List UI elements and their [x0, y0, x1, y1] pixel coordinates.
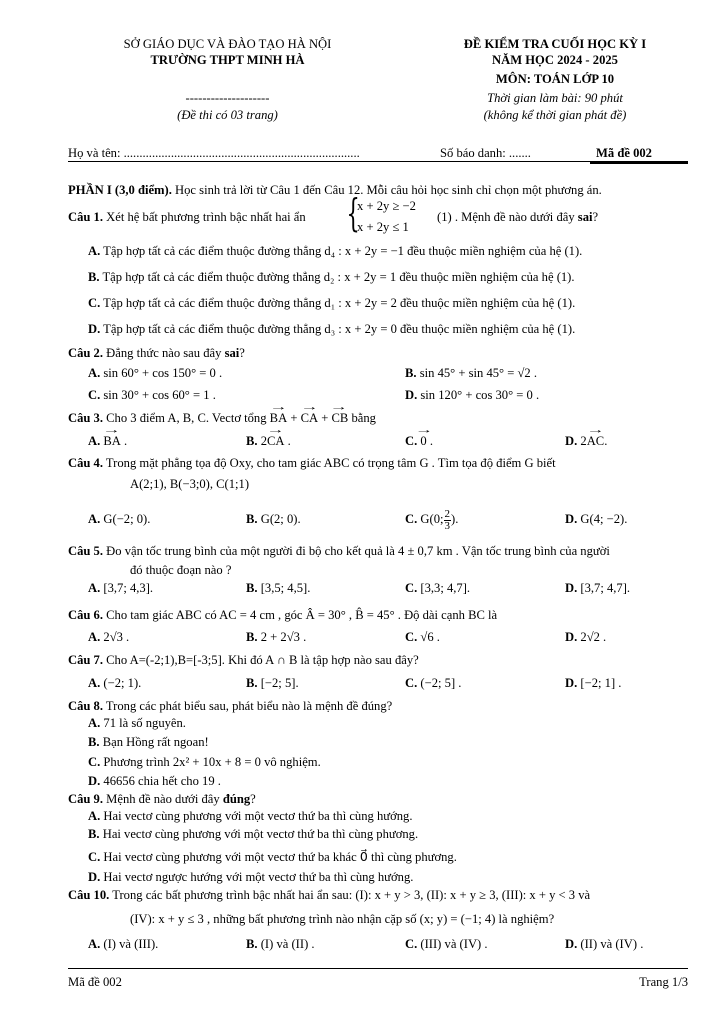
exam-code: Mã đề 002 [596, 146, 652, 160]
q8-option-c[interactable]: C. Phương trình 2x² + 10x + 8 = 0 vô nghiệm. [88, 755, 321, 769]
q4-option-c[interactable]: C. G(0; $\frac{2}{3}$ ). [405, 507, 459, 532]
question-9: Câu 9. Mệnh đề nào dưới đây đúng? [68, 792, 256, 806]
student-id-field: Số báo danh: ....... [440, 146, 531, 160]
q10-option-a[interactable]: A. (I) và (III). [88, 937, 159, 951]
q10-option-c[interactable]: C. (III) và (IV) . [405, 937, 488, 951]
q5-option-c[interactable]: C. [3,3; 4,7]. [405, 581, 471, 595]
q6-option-a[interactable]: A. 2√3 . [88, 630, 130, 644]
q9-option-b[interactable]: B. Hai vectơ cùng phương với một vectơ thứ ba thì cùng phương. [88, 827, 419, 841]
question-4: Câu 4. Trong mặt phẳng tọa độ Oxy, cho tam giác ABC có trọng tâm G . Tìm tọa độ điểm G biết [68, 456, 556, 470]
q1-option-b[interactable]: B. Tập hợp tất cả các điểm thuộc đường thẳng d₂ : x + 2y = 1 đều thuộc miền nghiệm của hệ (1). [88, 270, 575, 284]
q10-option-b[interactable]: B. (I) và (II) . [246, 937, 315, 951]
time-note: (không kể thời gian phát đề) [483, 108, 627, 122]
q4-option-d[interactable]: D. G(4; −2). [565, 512, 628, 526]
q1-option-c[interactable]: C. Tập hợp tất cả các điểm thuộc đường thẳng d₁ : x + 2y = 2 đều thuộc miền nghiệm của hệ (1). [88, 296, 576, 310]
school-name: TRƯỜNG THPT MINH HÀ [150, 53, 305, 67]
q4-points: A(2;1), B(−3;0), C(1;1) [130, 477, 250, 491]
code-underline [590, 162, 688, 164]
footer-page-number: Trang 1/3 [639, 975, 688, 989]
q7-option-a[interactable]: A. (−2; 1). [88, 676, 142, 690]
q2-option-c[interactable]: C. sin 30° + cos 60° = 1 . [88, 388, 216, 402]
subject: MÔN: TOÁN LỚP 10 [495, 72, 615, 86]
q5-option-a[interactable]: A. [3,7; 4,3]. [88, 581, 154, 595]
question-10: Câu 10. Trong các bất phương trình bậc nhất hai ẩn sau: (I): x + y > 3, (II): x + y ≥ 3, (III): x + y < 3 và [68, 888, 591, 902]
exam-time: Thời gian làm bài: 90 phút [487, 91, 623, 105]
q1-option-a[interactable]: A. Tập hợp tất cả các điểm thuộc đường thẳng d₄ : x + 2y = −1 đều thuộc miền nghiệm của hệ (1). [88, 244, 583, 258]
q4-option-b[interactable]: B. G(2; 0). [246, 512, 301, 526]
system-line-1: x + 2y ≥ −2 [357, 199, 416, 213]
q7-option-c[interactable]: C. (−2; 5] . [405, 676, 462, 690]
footer-exam-code: Mã đề 002 [68, 975, 122, 989]
q8-option-b[interactable]: B. Bạn Hồng rất ngoan! [88, 735, 209, 749]
q1-tail: (1) . Mệnh đề nào dưới đây sai? [437, 210, 599, 224]
question-7: Câu 7. Cho A=(-2;1),B=[-3;5]. Khi đó A ∩ B là tập hợp nào sau đây? [68, 653, 419, 667]
pages-note: (Đề thi có 03 trang) [177, 108, 278, 122]
question-8: Câu 8. Trong các phát biểu sau, phát biểu nào là mệnh đề đúng? [68, 699, 393, 713]
school-year: NĂM HỌC 2024 - 2025 [492, 53, 618, 67]
q3-option-d[interactable]: D. 2→ AC. [565, 434, 607, 448]
q3-option-b[interactable]: B. 2→ CA . [246, 434, 291, 448]
question-1: Câu 1. Xét hệ bất phương trình bậc nhất hai ẩn [68, 210, 306, 224]
q1-option-d[interactable]: D. Tập hợp tất cả các điểm thuộc đường thẳng d₃ : x + 2y = 0 đều thuộc miền nghiệm của hệ (1). [88, 322, 576, 336]
q2-option-d[interactable]: D. sin 120° + cos 30° = 0 . [405, 388, 540, 402]
q7-option-b[interactable]: B. [−2; 5]. [246, 676, 299, 690]
dashes: -------------------- [185, 91, 270, 105]
q9-option-d[interactable]: D. Hai vectơ ngược hướng với một vectơ thứ ba thì cùng hướng. [88, 870, 414, 884]
q8-option-d[interactable]: D. 46656 chia hết cho 19 . [88, 774, 221, 788]
q9-option-a[interactable]: A. Hai vectơ cùng phương với một vectơ thứ ba thì cùng hướng. [88, 809, 413, 823]
q10-option-d[interactable]: D. (II) và (IV) . [565, 937, 644, 951]
exam-title: ĐỀ KIỂM TRA CUỐI HỌC KỲ I [463, 37, 647, 51]
q8-option-a[interactable]: A. 71 là số nguyên. [88, 716, 186, 730]
q3-option-a[interactable]: A. → BA . [88, 434, 127, 448]
department-name: SỞ GIÁO DỤC VÀ ĐÀO TẠO HÀ NỘI [123, 37, 332, 51]
q5-text2: đó thuộc đoạn nào ? [130, 563, 232, 577]
q9-option-c[interactable]: C. Hai vectơ cùng phương với một vectơ thứ ba khác 0⃗ thì cùng phương. [88, 850, 457, 864]
question-5: Câu 5. Đo vận tốc trung bình của một người đi bộ cho kết quả là 4 ± 0,7 km . Vận tốc trung bình của người [68, 544, 610, 558]
q10-text2: (IV): x + y ≤ 3 , những bất phương trình nào nhận cặp số (x; y) = (−1; 4) là nghiệm? [130, 912, 555, 926]
q6-option-b[interactable]: B. 2 + 2√3 . [246, 630, 307, 644]
footer-divider [68, 968, 688, 969]
question-6: Câu 6. Cho tam giác ABC có AC = 4 cm , góc Â = 30° , B̂ = 45° . Độ dài cạnh BC là [68, 608, 498, 622]
part1-heading: PHẦN I (3,0 điểm). Học sinh trả lời từ Câu 1 đến Câu 12. Mỗi câu hỏi học sinh chỉ chọn một phương án. [68, 183, 602, 197]
q4-option-a[interactable]: A. G(−2; 0). [88, 512, 151, 526]
q2-option-b[interactable]: B. sin 45° + sin 45° = √2 . [405, 366, 537, 380]
q6-option-c[interactable]: C. √6 . [405, 630, 440, 644]
q5-option-d[interactable]: D. [3,7; 4,7]. [565, 581, 631, 595]
q5-option-b[interactable]: B. [3,5; 4,5]. [246, 581, 311, 595]
q6-option-d[interactable]: D. 2√2 . [565, 630, 607, 644]
question-3: Câu 3. Cho 3 điểm A, B, C. Vectơ tổng → BA + → CA + → CB bằng [68, 411, 376, 425]
q3-option-c[interactable]: C. → 0 . [405, 434, 433, 448]
q2-option-a[interactable]: A. sin 60° + cos 150° = 0 . [88, 366, 223, 380]
q7-option-d[interactable]: D. [−2; 1] . [565, 676, 622, 690]
fraction: $\frac{2}{3}$ [444, 507, 450, 532]
question-2: Câu 2. Đẳng thức nào sau đây sai? [68, 346, 245, 360]
student-name-field: Họ và tên: ........................................................................... [68, 146, 360, 160]
brace: { [346, 191, 360, 235]
system-line-2: x + 2y ≤ 1 [357, 220, 409, 234]
